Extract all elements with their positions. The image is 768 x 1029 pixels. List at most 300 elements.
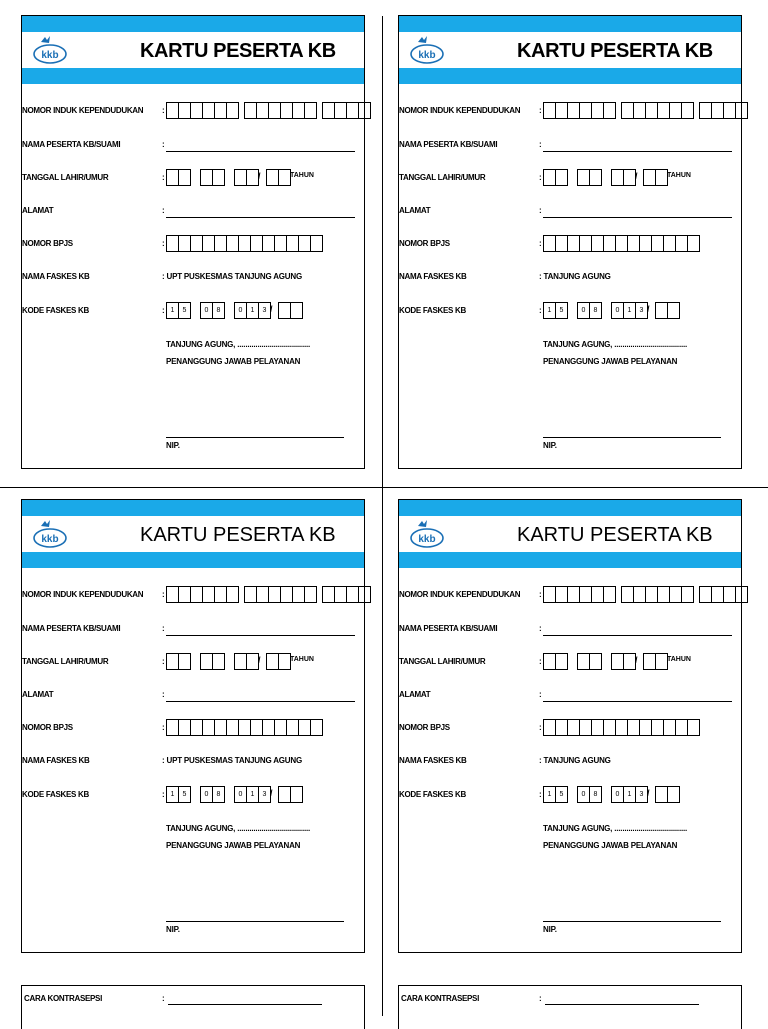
header-band-bottom bbox=[399, 68, 741, 84]
nik-boxes-a-cell[interactable] bbox=[215, 586, 227, 603]
bpjs-colon: : bbox=[162, 723, 165, 732]
nik-boxes-b-cell[interactable] bbox=[670, 586, 682, 603]
tanjung-place-date: TANJUNG AGUNG, .................................... bbox=[543, 340, 688, 349]
kode-boxes-c-cell[interactable]: 0 bbox=[234, 302, 247, 319]
kode-boxes-d-cell[interactable] bbox=[278, 302, 291, 319]
nik-boxes-c-cell[interactable] bbox=[736, 102, 748, 119]
kode-boxes-c-cell[interactable]: 3 bbox=[636, 786, 648, 803]
nik-boxes-a-cell[interactable] bbox=[179, 102, 191, 119]
bpjs-boxes-cell[interactable] bbox=[640, 235, 652, 252]
bpjs-boxes-cell[interactable] bbox=[616, 719, 628, 736]
kode-boxes-d-cell[interactable] bbox=[655, 302, 668, 319]
kode-boxes-c-cell[interactable]: 3 bbox=[259, 302, 271, 319]
nik-colon: : bbox=[539, 590, 542, 599]
alamat-line[interactable] bbox=[166, 701, 355, 702]
kode-boxes-b-cell[interactable]: 0 bbox=[577, 786, 590, 803]
kode-boxes-c-cell[interactable]: 1 bbox=[247, 786, 259, 803]
nik-boxes-b-cell[interactable] bbox=[634, 586, 646, 603]
nik-boxes-c-cell[interactable] bbox=[322, 586, 335, 603]
kode-boxes-b-cell[interactable]: 8 bbox=[213, 302, 225, 319]
bpjs-boxes-cell[interactable] bbox=[628, 235, 640, 252]
tgl-year-boxes[interactable] bbox=[611, 653, 636, 669]
kode-boxes-d[interactable] bbox=[278, 786, 303, 802]
kode-label: KODE FASKES KB bbox=[399, 306, 466, 315]
kode-boxes-c[interactable] bbox=[611, 302, 648, 318]
nik-boxes-c[interactable] bbox=[699, 102, 748, 118]
nik-boxes-b[interactable] bbox=[244, 586, 317, 602]
bpjs-boxes-cell[interactable] bbox=[215, 719, 227, 736]
card-title: KARTU PESERTA KB bbox=[517, 40, 713, 62]
bpjs-boxes-cell[interactable] bbox=[311, 235, 323, 252]
tgl-month-boxes-cell[interactable] bbox=[213, 653, 225, 670]
nik-boxes-c-cell[interactable] bbox=[347, 102, 359, 119]
nik-boxes-c-cell[interactable] bbox=[699, 102, 712, 119]
nik-boxes-b-cell[interactable] bbox=[269, 586, 281, 603]
nik-boxes-b-cell[interactable] bbox=[621, 102, 634, 119]
tgl-label: TANGGAL LAHIR/UMUR bbox=[22, 173, 109, 182]
kode-boxes-a[interactable] bbox=[166, 786, 191, 802]
nik-boxes-c-cell[interactable] bbox=[712, 586, 724, 603]
alamat-line[interactable] bbox=[166, 217, 355, 218]
tgl-year-boxes-cell[interactable] bbox=[234, 653, 247, 670]
kode-boxes-b-cell[interactable]: 0 bbox=[200, 786, 213, 803]
nik-boxes-c-cell[interactable] bbox=[712, 102, 724, 119]
kode-boxes-a-cell[interactable]: 5 bbox=[179, 302, 191, 319]
kode-boxes-c-cell[interactable]: 1 bbox=[624, 786, 636, 803]
nik-boxes-b-cell[interactable] bbox=[305, 102, 317, 119]
bpjs-boxes-cell[interactable] bbox=[664, 719, 676, 736]
bpjs-boxes-cell[interactable] bbox=[543, 235, 556, 252]
tgl-year-boxes[interactable] bbox=[234, 653, 259, 669]
tgl-day-boxes[interactable] bbox=[166, 169, 191, 185]
nik-boxes-b-cell[interactable] bbox=[244, 586, 257, 603]
kode-boxes-b-cell[interactable]: 0 bbox=[200, 302, 213, 319]
bpjs-boxes-cell[interactable] bbox=[239, 235, 251, 252]
bpjs-boxes-cell[interactable] bbox=[239, 719, 251, 736]
bpjs-boxes-cell[interactable] bbox=[275, 719, 287, 736]
nama-colon: : bbox=[162, 624, 165, 633]
nik-boxes-b-cell[interactable] bbox=[244, 102, 257, 119]
tgl-colon: : bbox=[162, 173, 165, 182]
kode-boxes-d[interactable] bbox=[655, 302, 680, 318]
kode-colon: : bbox=[162, 306, 165, 315]
nik-boxes-a-cell[interactable] bbox=[191, 586, 203, 603]
bpjs-boxes-cell[interactable] bbox=[299, 719, 311, 736]
bpjs-boxes-cell[interactable] bbox=[556, 719, 568, 736]
bpjs-boxes-cell[interactable] bbox=[580, 235, 592, 252]
kode-boxes-d-cell[interactable] bbox=[278, 786, 291, 803]
tgl-colon: : bbox=[539, 173, 542, 182]
tgl-day-boxes[interactable] bbox=[166, 653, 191, 669]
nik-boxes-b-cell[interactable] bbox=[646, 102, 658, 119]
tgl-month-boxes[interactable] bbox=[200, 169, 225, 185]
tgl-year-boxes-cell[interactable] bbox=[611, 653, 624, 670]
kode-boxes-b-cell[interactable]: 8 bbox=[590, 302, 602, 319]
kode-boxes-c-cell[interactable]: 0 bbox=[611, 302, 624, 319]
signature-line[interactable] bbox=[166, 437, 344, 438]
nik-boxes-c-cell[interactable] bbox=[347, 586, 359, 603]
nik-label: NOMOR INDUK KEPENDUDUKAN bbox=[399, 106, 521, 115]
nik-boxes-c-cell[interactable] bbox=[335, 102, 347, 119]
tgl-year-boxes[interactable] bbox=[234, 169, 259, 185]
tgl-month-boxes-cell[interactable] bbox=[590, 169, 602, 186]
bpjs-boxes-cell[interactable] bbox=[203, 719, 215, 736]
kode-boxes-c-cell[interactable]: 0 bbox=[611, 786, 624, 803]
bpjs-boxes-cell[interactable] bbox=[652, 719, 664, 736]
alamat-line[interactable] bbox=[543, 701, 732, 702]
bpjs-boxes-cell[interactable] bbox=[676, 719, 688, 736]
nik-boxes-a-cell[interactable] bbox=[592, 102, 604, 119]
bpjs-boxes-cell[interactable] bbox=[275, 235, 287, 252]
kode-boxes-c-cell[interactable]: 3 bbox=[259, 786, 271, 803]
nik-boxes-b-cell[interactable] bbox=[670, 102, 682, 119]
nik-boxes-b-cell[interactable] bbox=[658, 586, 670, 603]
nik-boxes-c[interactable] bbox=[699, 586, 748, 602]
nama-line[interactable] bbox=[166, 635, 355, 636]
bpjs-boxes-cell[interactable] bbox=[263, 235, 275, 252]
nik-boxes-c-cell[interactable] bbox=[322, 102, 335, 119]
nik-boxes-a-cell[interactable] bbox=[556, 102, 568, 119]
nik-boxes-b[interactable] bbox=[244, 102, 317, 118]
bpjs-boxes-cell[interactable] bbox=[652, 235, 664, 252]
nik-boxes-a-cell[interactable] bbox=[227, 102, 239, 119]
bpjs-boxes-cell[interactable] bbox=[664, 235, 676, 252]
nik-boxes-a-cell[interactable] bbox=[568, 102, 580, 119]
nik-boxes-a-cell[interactable] bbox=[166, 586, 179, 603]
cara-colon: : bbox=[539, 994, 542, 1003]
nik-boxes-a-cell[interactable] bbox=[227, 586, 239, 603]
nik-boxes-c-cell[interactable] bbox=[359, 586, 371, 603]
kode-boxes-d-cell[interactable] bbox=[291, 302, 303, 319]
kode-boxes-c-cell[interactable]: 1 bbox=[247, 302, 259, 319]
bpjs-label: NOMOR BPJS bbox=[22, 239, 73, 248]
bpjs-boxes-cell[interactable] bbox=[251, 235, 263, 252]
tgl-slash: / bbox=[258, 655, 261, 665]
umur-boxes-cell[interactable] bbox=[266, 653, 279, 670]
back-card-right bbox=[398, 985, 742, 1029]
nip-label: NIP. bbox=[543, 441, 557, 450]
tgl-label: TANGGAL LAHIR/UMUR bbox=[399, 657, 486, 666]
nik-boxes-a-cell[interactable] bbox=[191, 102, 203, 119]
nik-boxes-b-cell[interactable] bbox=[621, 586, 634, 603]
bpjs-boxes-cell[interactable] bbox=[191, 235, 203, 252]
bpjs-boxes-cell[interactable] bbox=[251, 719, 263, 736]
kode-boxes-b[interactable] bbox=[577, 302, 602, 318]
nik-boxes-b-cell[interactable] bbox=[257, 586, 269, 603]
nama-label: NAMA PESERTA KB/SUAMI bbox=[399, 624, 498, 633]
nik-boxes-c-cell[interactable] bbox=[724, 586, 736, 603]
nik-boxes-c-cell[interactable] bbox=[699, 586, 712, 603]
kkb-logo bbox=[409, 518, 445, 548]
nik-boxes-a-cell[interactable] bbox=[179, 586, 191, 603]
nik-boxes-b-cell[interactable] bbox=[269, 102, 281, 119]
nik-boxes-a-cell[interactable] bbox=[543, 586, 556, 603]
kode-boxes-b[interactable] bbox=[200, 786, 225, 802]
kode-label: KODE FASKES KB bbox=[22, 306, 89, 315]
tgl-day-boxes-cell[interactable] bbox=[179, 653, 191, 670]
bpjs-boxes-cell[interactable] bbox=[616, 235, 628, 252]
card-header bbox=[399, 16, 741, 84]
bpjs-boxes[interactable] bbox=[543, 235, 700, 251]
tgl-day-boxes-cell[interactable] bbox=[166, 653, 179, 670]
bpjs-boxes-cell[interactable] bbox=[203, 235, 215, 252]
kode-boxes-c-cell[interactable]: 0 bbox=[234, 786, 247, 803]
cara-line[interactable] bbox=[168, 1004, 322, 1005]
nik-label: NOMOR INDUK KEPENDUDUKAN bbox=[22, 590, 144, 599]
umur-boxes-cell[interactable] bbox=[643, 653, 656, 670]
bpjs-boxes-cell[interactable] bbox=[191, 719, 203, 736]
nama-colon: : bbox=[162, 140, 165, 149]
nik-boxes-a-cell[interactable] bbox=[203, 586, 215, 603]
umur-boxes[interactable] bbox=[266, 169, 291, 185]
tahun-label: TAHUN bbox=[667, 656, 691, 663]
nama-colon: : bbox=[539, 140, 542, 149]
header-band-bottom bbox=[22, 68, 364, 84]
tgl-month-boxes-cell[interactable] bbox=[590, 653, 602, 670]
penanggung-label: PENANGGUNG JAWAB PELAYANAN bbox=[166, 357, 301, 366]
header-band-top bbox=[22, 16, 364, 32]
card-header bbox=[22, 16, 364, 84]
kode-boxes-d-cell[interactable] bbox=[668, 786, 680, 803]
bpjs-colon: : bbox=[539, 723, 542, 732]
nik-boxes-b-cell[interactable] bbox=[305, 586, 317, 603]
nik-boxes-a-cell[interactable] bbox=[203, 102, 215, 119]
nik-boxes-b-cell[interactable] bbox=[293, 102, 305, 119]
kode-boxes-a-cell[interactable]: 1 bbox=[543, 302, 556, 319]
nik-boxes-a[interactable] bbox=[166, 586, 239, 602]
nik-boxes-a-cell[interactable] bbox=[604, 102, 616, 119]
nik-boxes-b-cell[interactable] bbox=[293, 586, 305, 603]
kode-boxes-a[interactable] bbox=[166, 302, 191, 318]
umur-boxes[interactable] bbox=[643, 169, 668, 185]
bpjs-boxes-cell[interactable] bbox=[592, 719, 604, 736]
nik-boxes-b[interactable] bbox=[621, 586, 694, 602]
nik-boxes-b[interactable] bbox=[621, 102, 694, 118]
bpjs-boxes-cell[interactable] bbox=[568, 719, 580, 736]
penanggung-label: PENANGGUNG JAWAB PELAYANAN bbox=[543, 357, 678, 366]
kode-boxes-c[interactable] bbox=[234, 302, 271, 318]
alamat-label: ALAMAT bbox=[22, 690, 54, 699]
kode-boxes-b-cell[interactable]: 8 bbox=[213, 786, 225, 803]
bpjs-boxes-cell[interactable] bbox=[568, 235, 580, 252]
tgl-month-boxes-cell[interactable] bbox=[213, 169, 225, 186]
kkb-logo bbox=[409, 34, 445, 64]
nik-boxes-a[interactable] bbox=[166, 102, 239, 118]
nik-boxes-a-cell[interactable] bbox=[580, 586, 592, 603]
nama-label: NAMA PESERTA KB/SUAMI bbox=[399, 140, 498, 149]
nik-boxes-c-cell[interactable] bbox=[736, 586, 748, 603]
nama-line[interactable] bbox=[543, 635, 732, 636]
bpjs-boxes-cell[interactable] bbox=[556, 235, 568, 252]
nik-boxes-a-cell[interactable] bbox=[556, 586, 568, 603]
nik-colon: : bbox=[162, 106, 165, 115]
tgl-day-boxes-cell[interactable] bbox=[179, 169, 191, 186]
kode-boxes-a-cell[interactable]: 1 bbox=[166, 302, 179, 319]
tgl-day-boxes[interactable] bbox=[543, 653, 568, 669]
bpjs-boxes-cell[interactable] bbox=[543, 719, 556, 736]
nik-boxes-b-cell[interactable] bbox=[658, 102, 670, 119]
nip-label: NIP. bbox=[543, 925, 557, 934]
tgl-day-boxes-cell[interactable] bbox=[543, 169, 556, 186]
svg-text:kkb: kkb bbox=[41, 50, 59, 61]
cara-line[interactable] bbox=[545, 1004, 699, 1005]
kode-boxes-d-cell[interactable] bbox=[291, 786, 303, 803]
alamat-colon: : bbox=[162, 690, 165, 699]
bpjs-boxes-cell[interactable] bbox=[166, 235, 179, 252]
alamat-label: ALAMAT bbox=[22, 206, 54, 215]
bpjs-label: NOMOR BPJS bbox=[22, 723, 73, 732]
tanjung-place-date: TANJUNG AGUNG, .................................... bbox=[543, 824, 688, 833]
tgl-day-boxes-cell[interactable] bbox=[556, 653, 568, 670]
nik-boxes-a[interactable] bbox=[543, 586, 616, 602]
kode-boxes-c-cell[interactable]: 3 bbox=[636, 302, 648, 319]
tgl-month-boxes-cell[interactable] bbox=[577, 653, 590, 670]
bpjs-boxes-cell[interactable] bbox=[688, 235, 700, 252]
tgl-day-boxes-cell[interactable] bbox=[543, 653, 556, 670]
nik-boxes-c[interactable] bbox=[322, 102, 371, 118]
penanggung-label: PENANGGUNG JAWAB PELAYANAN bbox=[543, 841, 678, 850]
bpjs-boxes-cell[interactable] bbox=[215, 235, 227, 252]
nik-boxes-c-cell[interactable] bbox=[359, 102, 371, 119]
signature-line[interactable] bbox=[543, 437, 721, 438]
kode-boxes-a-cell[interactable]: 1 bbox=[166, 786, 179, 803]
signature-line[interactable] bbox=[543, 921, 721, 922]
tgl-month-boxes[interactable] bbox=[577, 653, 602, 669]
bpjs-boxes-cell[interactable] bbox=[179, 719, 191, 736]
kode-boxes-a[interactable] bbox=[543, 302, 568, 318]
nik-boxes-b-cell[interactable] bbox=[257, 102, 269, 119]
bpjs-boxes-cell[interactable] bbox=[263, 719, 275, 736]
kode-boxes-c[interactable] bbox=[611, 786, 648, 802]
bpjs-boxes-cell[interactable] bbox=[227, 719, 239, 736]
bpjs-boxes-cell[interactable] bbox=[604, 719, 616, 736]
nik-boxes-b-cell[interactable] bbox=[281, 586, 293, 603]
bpjs-boxes-cell[interactable] bbox=[287, 235, 299, 252]
kode-boxes-d[interactable] bbox=[655, 786, 680, 802]
faskes-label: NAMA FASKES KB bbox=[399, 756, 467, 765]
bpjs-boxes-cell[interactable] bbox=[299, 235, 311, 252]
kode-boxes-a-cell[interactable]: 1 bbox=[543, 786, 556, 803]
bpjs-boxes-cell[interactable] bbox=[592, 235, 604, 252]
tgl-day-boxes[interactable] bbox=[543, 169, 568, 185]
nik-boxes-b-cell[interactable] bbox=[682, 102, 694, 119]
kode-boxes-d-cell[interactable] bbox=[655, 786, 668, 803]
nik-boxes-c-cell[interactable] bbox=[335, 586, 347, 603]
nama-line[interactable] bbox=[543, 151, 732, 152]
bpjs-boxes-cell[interactable] bbox=[628, 719, 640, 736]
bpjs-boxes-cell[interactable] bbox=[287, 719, 299, 736]
kode-boxes-c-cell[interactable]: 1 bbox=[624, 302, 636, 319]
bpjs-boxes-cell[interactable] bbox=[688, 719, 700, 736]
tgl-month-boxes[interactable] bbox=[200, 653, 225, 669]
faskes-label: NAMA FASKES KB bbox=[22, 272, 90, 281]
kode-boxes-c[interactable] bbox=[234, 786, 271, 802]
tanjung-place-date: TANJUNG AGUNG, .................................... bbox=[166, 340, 311, 349]
kode-boxes-d-cell[interactable] bbox=[668, 302, 680, 319]
cara-label: CARA KONTRASEPSI bbox=[24, 994, 103, 1003]
nik-boxes-b-cell[interactable] bbox=[646, 586, 658, 603]
umur-boxes[interactable] bbox=[266, 653, 291, 669]
tanjung-place-date: TANJUNG AGUNG, .................................... bbox=[166, 824, 311, 833]
faskes-value: : TANJUNG AGUNG bbox=[539, 272, 611, 281]
faskes-value: : UPT PUSKESMAS TANJUNG AGUNG bbox=[162, 756, 302, 765]
kode-boxes-b-cell[interactable]: 8 bbox=[590, 786, 602, 803]
umur-boxes[interactable] bbox=[643, 653, 668, 669]
tgl-year-boxes[interactable] bbox=[611, 169, 636, 185]
umur-boxes-cell[interactable] bbox=[266, 169, 279, 186]
nik-boxes-c[interactable] bbox=[322, 586, 371, 602]
nik-boxes-a-cell[interactable] bbox=[604, 586, 616, 603]
kkb-logo-icon bbox=[32, 518, 68, 548]
kode-boxes-b[interactable] bbox=[200, 302, 225, 318]
bpjs-boxes-cell[interactable] bbox=[604, 235, 616, 252]
bpjs-boxes-cell[interactable] bbox=[227, 235, 239, 252]
tgl-month-boxes-cell[interactable] bbox=[200, 169, 213, 186]
nik-boxes-a-cell[interactable] bbox=[580, 102, 592, 119]
kode-slash: / bbox=[270, 788, 273, 798]
nik-boxes-a-cell[interactable] bbox=[215, 102, 227, 119]
tgl-month-boxes-cell[interactable] bbox=[577, 169, 590, 186]
nik-boxes-c-cell[interactable] bbox=[724, 102, 736, 119]
tgl-month-boxes[interactable] bbox=[577, 169, 602, 185]
nama-line[interactable] bbox=[166, 151, 355, 152]
kode-boxes-d[interactable] bbox=[278, 302, 303, 318]
nik-boxes-a[interactable] bbox=[543, 102, 616, 118]
nik-boxes-a-cell[interactable] bbox=[166, 102, 179, 119]
nik-boxes-a-cell[interactable] bbox=[592, 586, 604, 603]
kode-slash: / bbox=[647, 304, 650, 314]
tgl-month-boxes-cell[interactable] bbox=[200, 653, 213, 670]
tgl-day-boxes-cell[interactable] bbox=[166, 169, 179, 186]
nip-label: NIP. bbox=[166, 925, 180, 934]
bpjs-boxes-cell[interactable] bbox=[166, 719, 179, 736]
bpjs-boxes[interactable] bbox=[543, 719, 700, 735]
bpjs-boxes-cell[interactable] bbox=[676, 235, 688, 252]
kode-slash: / bbox=[270, 304, 273, 314]
kode-boxes-a-cell[interactable]: 5 bbox=[556, 302, 568, 319]
nik-boxes-a-cell[interactable] bbox=[543, 102, 556, 119]
nik-boxes-b-cell[interactable] bbox=[634, 102, 646, 119]
bpjs-boxes-cell[interactable] bbox=[640, 719, 652, 736]
signature-line[interactable] bbox=[166, 921, 344, 922]
kode-boxes-a-cell[interactable]: 5 bbox=[556, 786, 568, 803]
kode-boxes-a[interactable] bbox=[543, 786, 568, 802]
bpjs-boxes-cell[interactable] bbox=[580, 719, 592, 736]
nama-label: NAMA PESERTA KB/SUAMI bbox=[22, 624, 121, 633]
card-title: KARTU PESERTA KB bbox=[140, 40, 336, 62]
alamat-line[interactable] bbox=[543, 217, 732, 218]
bpjs-boxes-cell[interactable] bbox=[179, 235, 191, 252]
tgl-year-boxes-cell[interactable] bbox=[611, 169, 624, 186]
nik-boxes-b-cell[interactable] bbox=[682, 586, 694, 603]
bpjs-colon: : bbox=[539, 239, 542, 248]
kode-boxes-a-cell[interactable]: 5 bbox=[179, 786, 191, 803]
nik-boxes-a-cell[interactable] bbox=[568, 586, 580, 603]
bpjs-boxes[interactable] bbox=[166, 235, 323, 251]
kb-card-2 bbox=[398, 15, 742, 469]
kode-label: KODE FASKES KB bbox=[399, 790, 466, 799]
tgl-day-boxes-cell[interactable] bbox=[556, 169, 568, 186]
bpjs-boxes-cell[interactable] bbox=[311, 719, 323, 736]
kode-boxes-b-cell[interactable]: 0 bbox=[577, 302, 590, 319]
tgl-year-boxes-cell[interactable] bbox=[234, 169, 247, 186]
umur-boxes-cell[interactable] bbox=[643, 169, 656, 186]
kode-boxes-b[interactable] bbox=[577, 786, 602, 802]
cara-colon: : bbox=[162, 994, 165, 1003]
bpjs-boxes[interactable] bbox=[166, 719, 323, 735]
kb-card-1 bbox=[21, 15, 365, 469]
nik-boxes-b-cell[interactable] bbox=[281, 102, 293, 119]
